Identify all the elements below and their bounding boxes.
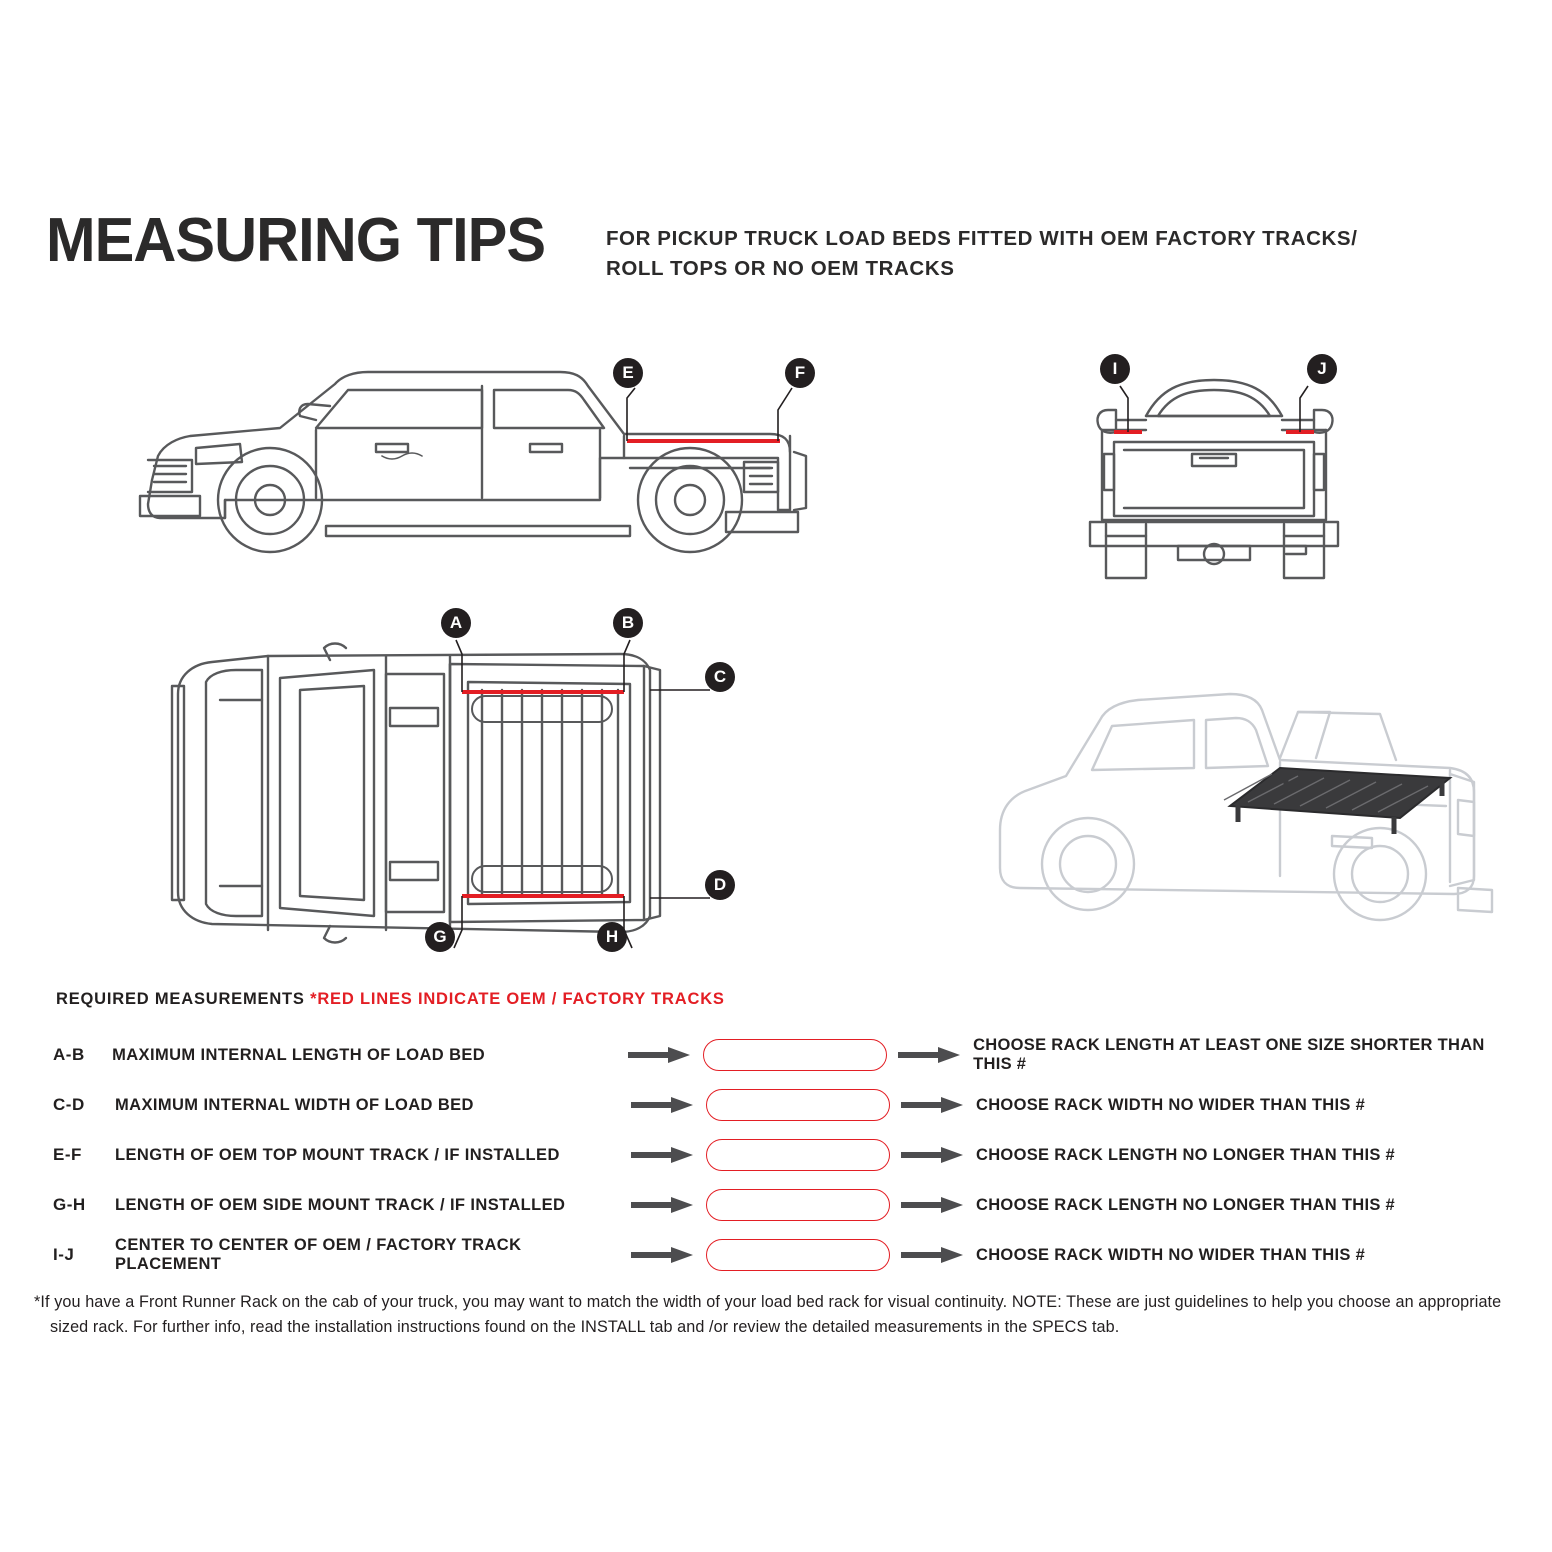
callout-badge-j: J	[1307, 354, 1337, 384]
arrow-icon	[890, 1195, 976, 1215]
callout-badge-b: B	[613, 608, 643, 638]
measurement-result: CHOOSE RACK WIDTH NO WIDER THAN THIS #	[976, 1245, 1366, 1264]
measurement-result: CHOOSE RACK LENGTH AT LEAST ONE SIZE SHORTER THAN THIS #	[973, 1036, 1485, 1073]
footnote-line-2: sized rack. For further info, read the installation instructions found on the INSTALL tab and /or review the detailed measurements in the SPECS tab.	[50, 1318, 1120, 1337]
measurement-input-ij[interactable]	[706, 1239, 890, 1271]
measurement-code: C-D	[53, 1095, 85, 1114]
callout-badge-g: G	[425, 922, 455, 952]
measurement-input-ab[interactable]	[703, 1039, 887, 1071]
measurement-description: MAXIMUM INTERNAL LENGTH OF LOAD BED	[112, 1045, 486, 1064]
arrow-icon	[620, 1145, 706, 1165]
callout-badge-d: D	[705, 870, 735, 900]
arrow-icon	[887, 1045, 973, 1065]
arrow-icon	[620, 1195, 706, 1215]
measurement-result: CHOOSE RACK WIDTH NO WIDER THAN THIS #	[976, 1095, 1366, 1114]
measurement-description: LENGTH OF OEM SIDE MOUNT TRACK / IF INSTALLED	[115, 1195, 566, 1214]
measurement-result: CHOOSE RACK LENGTH NO LONGER THAN THIS #	[976, 1195, 1396, 1214]
measurement-result: CHOOSE RACK LENGTH NO LONGER THAN THIS #	[976, 1145, 1396, 1164]
measurement-code: A-B	[53, 1045, 85, 1064]
measurement-row	[46, 1130, 1516, 1180]
footnote	[34, 1290, 1524, 1340]
required-measurements-label: REQUIRED MEASUREMENTS	[56, 990, 305, 1008]
measurement-code: E-F	[53, 1145, 82, 1164]
callout-badge-c: C	[705, 662, 735, 692]
measurement-code: I-J	[53, 1245, 75, 1264]
page-subtitle: FOR PICKUP TRUCK LOAD BEDS FITTED WITH OEM FACTORY TRACKS/ ROLL TOPS OR NO OEM TRACKS	[605, 227, 1358, 280]
truck-with-rack-illustration	[980, 650, 1520, 950]
measurement-input-ef[interactable]	[706, 1139, 890, 1171]
illustration-area	[0, 330, 1552, 950]
truck-side-view-illustration	[130, 340, 950, 640]
arrow-icon	[890, 1245, 976, 1265]
arrow-icon	[890, 1145, 976, 1165]
required-measurements-heading	[56, 990, 725, 1009]
measurement-description: CENTER TO CENTER OF OEM / FACTORY TRACK PLACEMENT	[115, 1236, 522, 1273]
measurement-input-cd[interactable]	[706, 1089, 890, 1121]
rack-platform	[1224, 768, 1450, 834]
page-header	[46, 206, 1506, 283]
footnote-line-1: *If you have a Front Runner Rack on the cab of your truck, you may want to match the width of your load bed rack for visual continuity. NOTE: These are just guidelines to help you choose an appropriate	[34, 1293, 1502, 1311]
measurement-row	[46, 1230, 1516, 1280]
measurement-description: LENGTH OF OEM TOP MOUNT TRACK / IF INSTALLED	[115, 1145, 560, 1164]
page-title: MEASURING TIPS	[46, 206, 546, 275]
callout-badge-e: E	[613, 358, 643, 388]
callout-badge-h: H	[597, 922, 627, 952]
callout-badge-i: I	[1100, 354, 1130, 384]
arrow-icon	[890, 1095, 976, 1115]
arrow-icon	[617, 1045, 703, 1065]
measurement-description: MAXIMUM INTERNAL WIDTH OF LOAD BED	[115, 1095, 474, 1114]
measurement-code: G-H	[53, 1195, 86, 1214]
arrow-icon	[620, 1245, 706, 1265]
truck-rear-view-illustration	[1050, 350, 1380, 610]
measurement-row	[46, 1080, 1516, 1130]
arrow-icon	[620, 1095, 706, 1115]
truck-top-view-illustration	[150, 630, 850, 960]
measurement-row	[46, 1030, 1516, 1080]
callout-badge-f: F	[785, 358, 815, 388]
callout-badge-a: A	[441, 608, 471, 638]
measurement-row	[46, 1180, 1516, 1230]
measurement-input-gh[interactable]	[706, 1189, 890, 1221]
measurements-table	[46, 1030, 1516, 1280]
red-lines-note: *RED LINES INDICATE OEM / FACTORY TRACKS	[310, 990, 725, 1008]
